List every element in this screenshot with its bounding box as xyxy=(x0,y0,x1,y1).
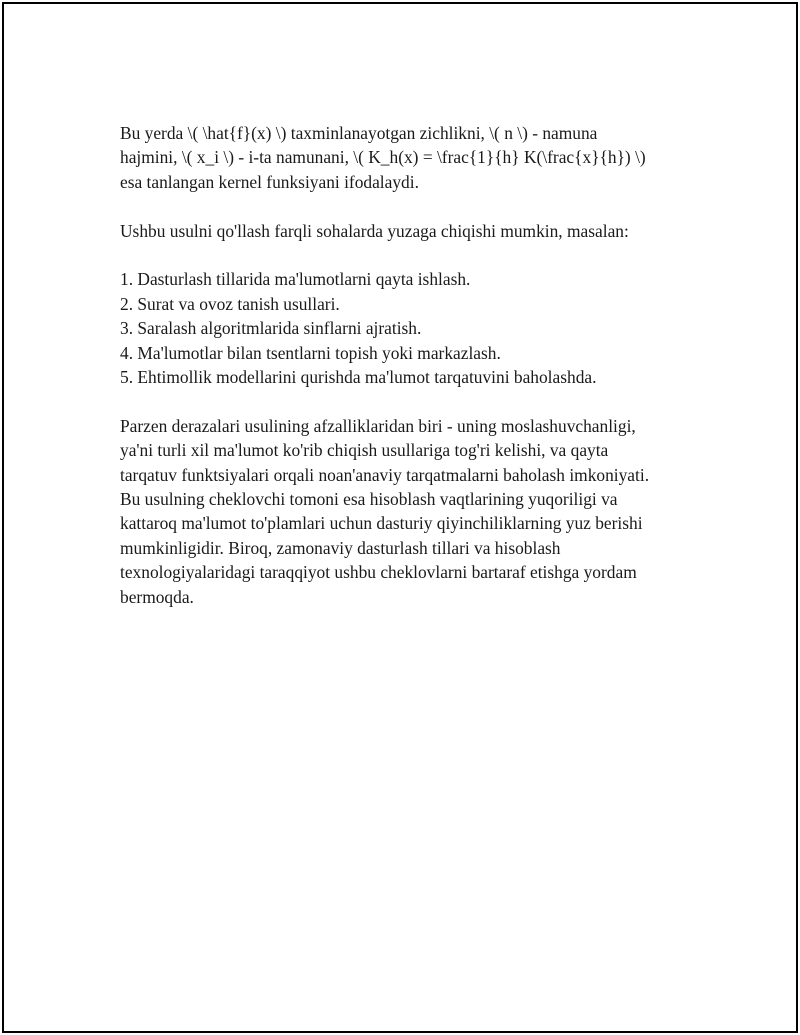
list-item: 5. Ehtimollik modellarini qurishda ma'lumot tarqatuvini baholashda. xyxy=(120,367,597,388)
conclusion-line: ya'ni turli xil ma'lumot ko'rib chiqish usullariga tog'ri kelishi, va qayta xyxy=(120,440,609,461)
list-item: 3. Saralash algoritmlarida sinflarni ajratish. xyxy=(120,318,422,339)
list-item: 2. Surat va ovoz tanish usullari. xyxy=(120,293,340,314)
intro-line: esa tanlangan kernel funksiyani ifodalaydi. xyxy=(120,171,419,192)
usage-intro-paragraph xyxy=(120,219,700,243)
intro-line: Bu yerda \( \hat{f}(x) \) taxminlanayotgan zichlikni, \( n \) - namuna xyxy=(120,123,598,143)
document-body xyxy=(120,121,700,633)
conclusion-line: Parzen derazalari usulining afzalliklaridan biri - uning moslashuvchanligi, xyxy=(120,415,636,436)
conclusion-line: tarqatuv funktsiyalari orqali noan'anaviy tarqatmalarni baholash imkoniyati. xyxy=(120,464,650,485)
conclusion-line: texnologiyalaridagi taraqqiyot ushbu cheklovlarni bartaraf etishga yordam xyxy=(120,562,637,583)
intro-line: hajmini, \( x_i \) - i-ta namunani, \( K_h(x) = \frac{1}{h} K(\frac{x}{h}) \) xyxy=(120,147,646,168)
conclusion-line: Bu usulning cheklovchi tomoni esa hisoblash vaqtlarining yuqoriligi va xyxy=(120,489,618,510)
list-item: 1. Dasturlash tillarida ma'lumotlarni qayta ishlash. xyxy=(120,269,471,290)
list-item: 4. Ma'lumotlar bilan tsentlarni topish yoki markazlash. xyxy=(120,342,501,363)
usage-intro-line: Ushbu usulni qo'llash farqli sohalarda yuzaga chiqishi mumkin, masalan: xyxy=(120,220,629,241)
usage-list xyxy=(120,267,700,389)
conclusion-line: bermoqda. xyxy=(120,586,194,607)
intro-paragraph xyxy=(120,121,700,194)
page-frame xyxy=(2,2,798,1033)
conclusion-paragraph xyxy=(120,414,700,609)
conclusion-line: mumkinligidir. Biroq, zamonaviy dasturlash tillari va hisoblash xyxy=(120,537,561,558)
conclusion-line: kattaroq ma'lumot to'plamlari uchun dasturiy qiyinchiliklarning yuz berishi xyxy=(120,513,643,534)
